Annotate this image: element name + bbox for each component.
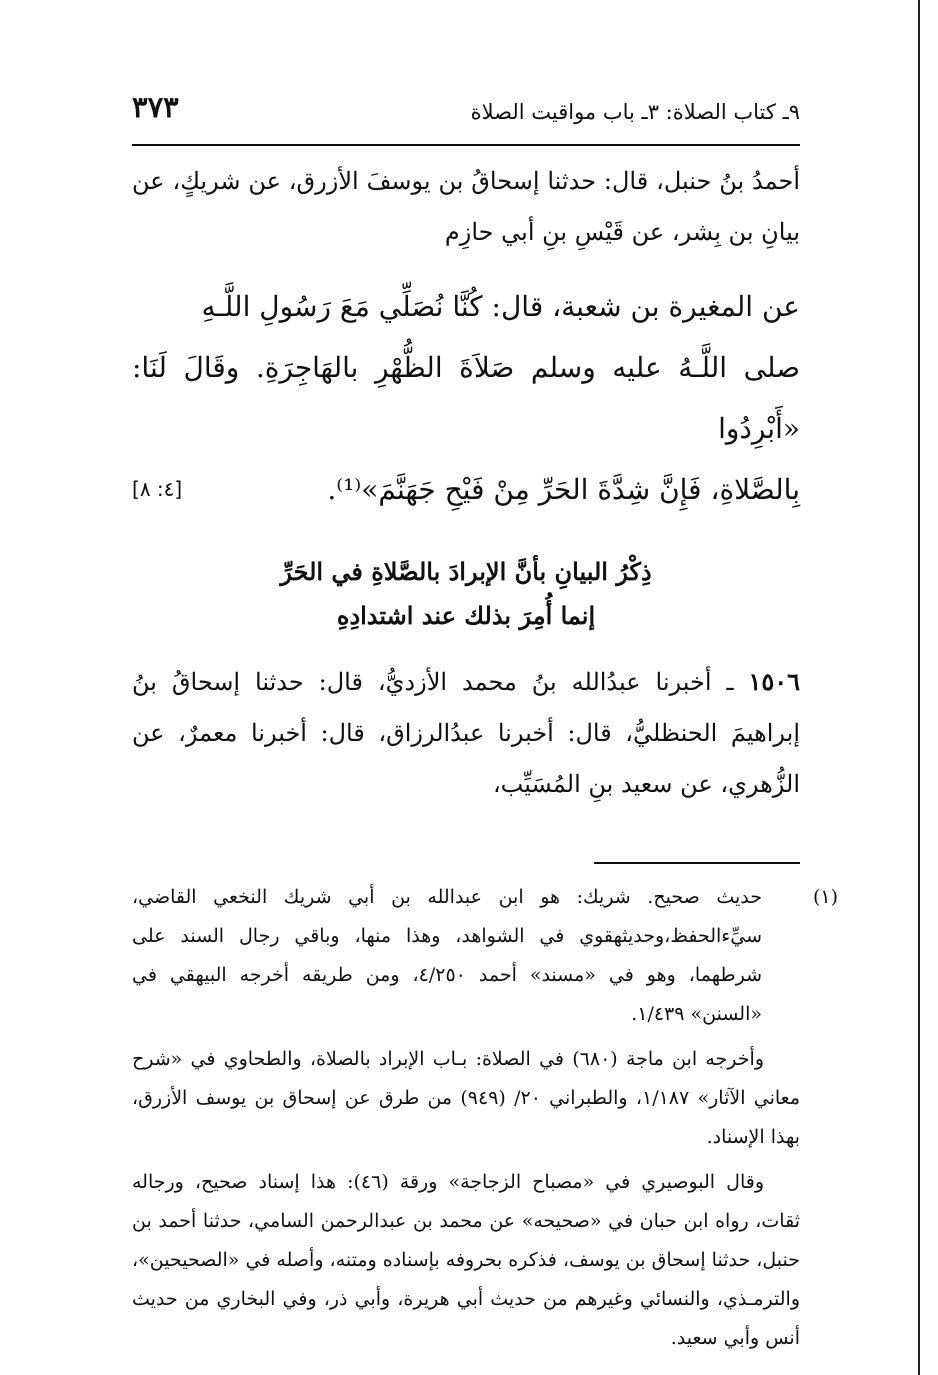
chapter-title-line: إنما أُمِرَ بذلك عند اشتدادِهِ <box>336 601 596 630</box>
footnote-1 <box>132 878 838 1034</box>
hadith-number: ١٥٠٦ <box>748 667 800 696</box>
footnote-paragraph: وأخرجه ابن ماجة (٦٨٠) في الصلاة: بـاب الإبراد بالصلاة، والطحاوي في «شرح معاني الآثار» ١/١٨٧، والطبراني ٢٠/ (٩٤٩) من طرق عن إسحاق بن يوسف الأزرق، بهذا الإسناد. <box>132 1048 800 1148</box>
hadith-reference: [٤: ٨] <box>132 477 183 501</box>
footnote-separator <box>594 862 800 864</box>
footnote-paragraph: وقال البوصيري في «مصباح الزجاجة» ورقة (٤٦): هذا إسناد صحيح، ورجاله ثقات، رواه ابن حبان في «صحيحه» عن محمد بن عبدالرحمن السامي، حدثنا أحمد بن حنبل، حدثنا إسحاق بن يوسف، فذكره بحروفه بإسناده ومتنه، وأصله في «الصحيحين»، والترمـذي، والنسائي وغيرهم من حديث أبي هريرة، وأبي ذر، وفي البخاري من حديث أنس وأبي سعيد. <box>132 1171 800 1349</box>
running-head: ٩ـ كتاب الصلاة: ٣ـ باب مواقيت الصلاة <box>470 100 800 124</box>
page-header <box>132 88 800 124</box>
footnotes <box>132 878 838 1358</box>
book-page <box>132 88 838 1364</box>
hadith-text: ـ أخبرنا عبدُالله بنُ محمد الأزديُّ، قال: حدثنا إسحاقُ بنُ إبراهيمَ الحنظليُّ، قال: أخبرنا عبدُالرزاق، قال: أخبرنا معمرٌ، عن الزُّهري، عن سعيد بنِ المُسَيِّب، <box>132 668 800 798</box>
page-edge-rule <box>918 0 920 1375</box>
isnad-paragraph: أحمدُ بنُ حنبل، قال: حدثنا إسحاقُ بن يوسفَ الأزرق، عن شريكٍ، عن بيانِ بن بِشر، عن قَيْسِ بنِ أبي حازِم <box>132 167 800 246</box>
matn-paragraph <box>132 276 800 520</box>
matn-line: بِالصَّلاةِ، فَإِنَّ شِدَّةَ الحَرِّ مِنْ فَيْحِ جَهَنَّمَ»⁽¹⁾. <box>327 473 800 506</box>
hadith-paragraph <box>132 656 800 810</box>
footnote-marker: (١) <box>812 886 838 908</box>
chapter-title-line: ذِكْرُ البيانِ بأنَّ الإبرادَ بالصَّلاةِ في الحَرِّ <box>280 557 652 586</box>
page-number: ٣٧٣ <box>132 90 179 124</box>
matn-line: صلى اللَّـهُ عليه وسلم صَلاَةَ الظُّهْرِ بالهَاجِرَةِ. وقَالَ لَنَا: «أَبْرِدُوا <box>132 351 800 445</box>
footnote-text: حديث صحيح. شريك: هو ابن عبدالله بن أبي شريك النخعي القاضي، سيِّءالحفظ،وحديثهقوي في الشواهد، وهذا منها، وباقي رجال السند على شرطهما، وهو في «مسند» أحمد ٤/٢٥٠، ومن طريقه أخرجه البيهقي في «السنن» ١/٤٣٩. <box>132 886 762 1025</box>
chapter-title <box>132 550 800 638</box>
matn-line: عن المغيرة بن شعبة، قال: كُنَّا نُصَلِّي مَعَ رَسُولِ اللَّـهِ <box>201 290 800 323</box>
header-rule <box>132 144 800 146</box>
